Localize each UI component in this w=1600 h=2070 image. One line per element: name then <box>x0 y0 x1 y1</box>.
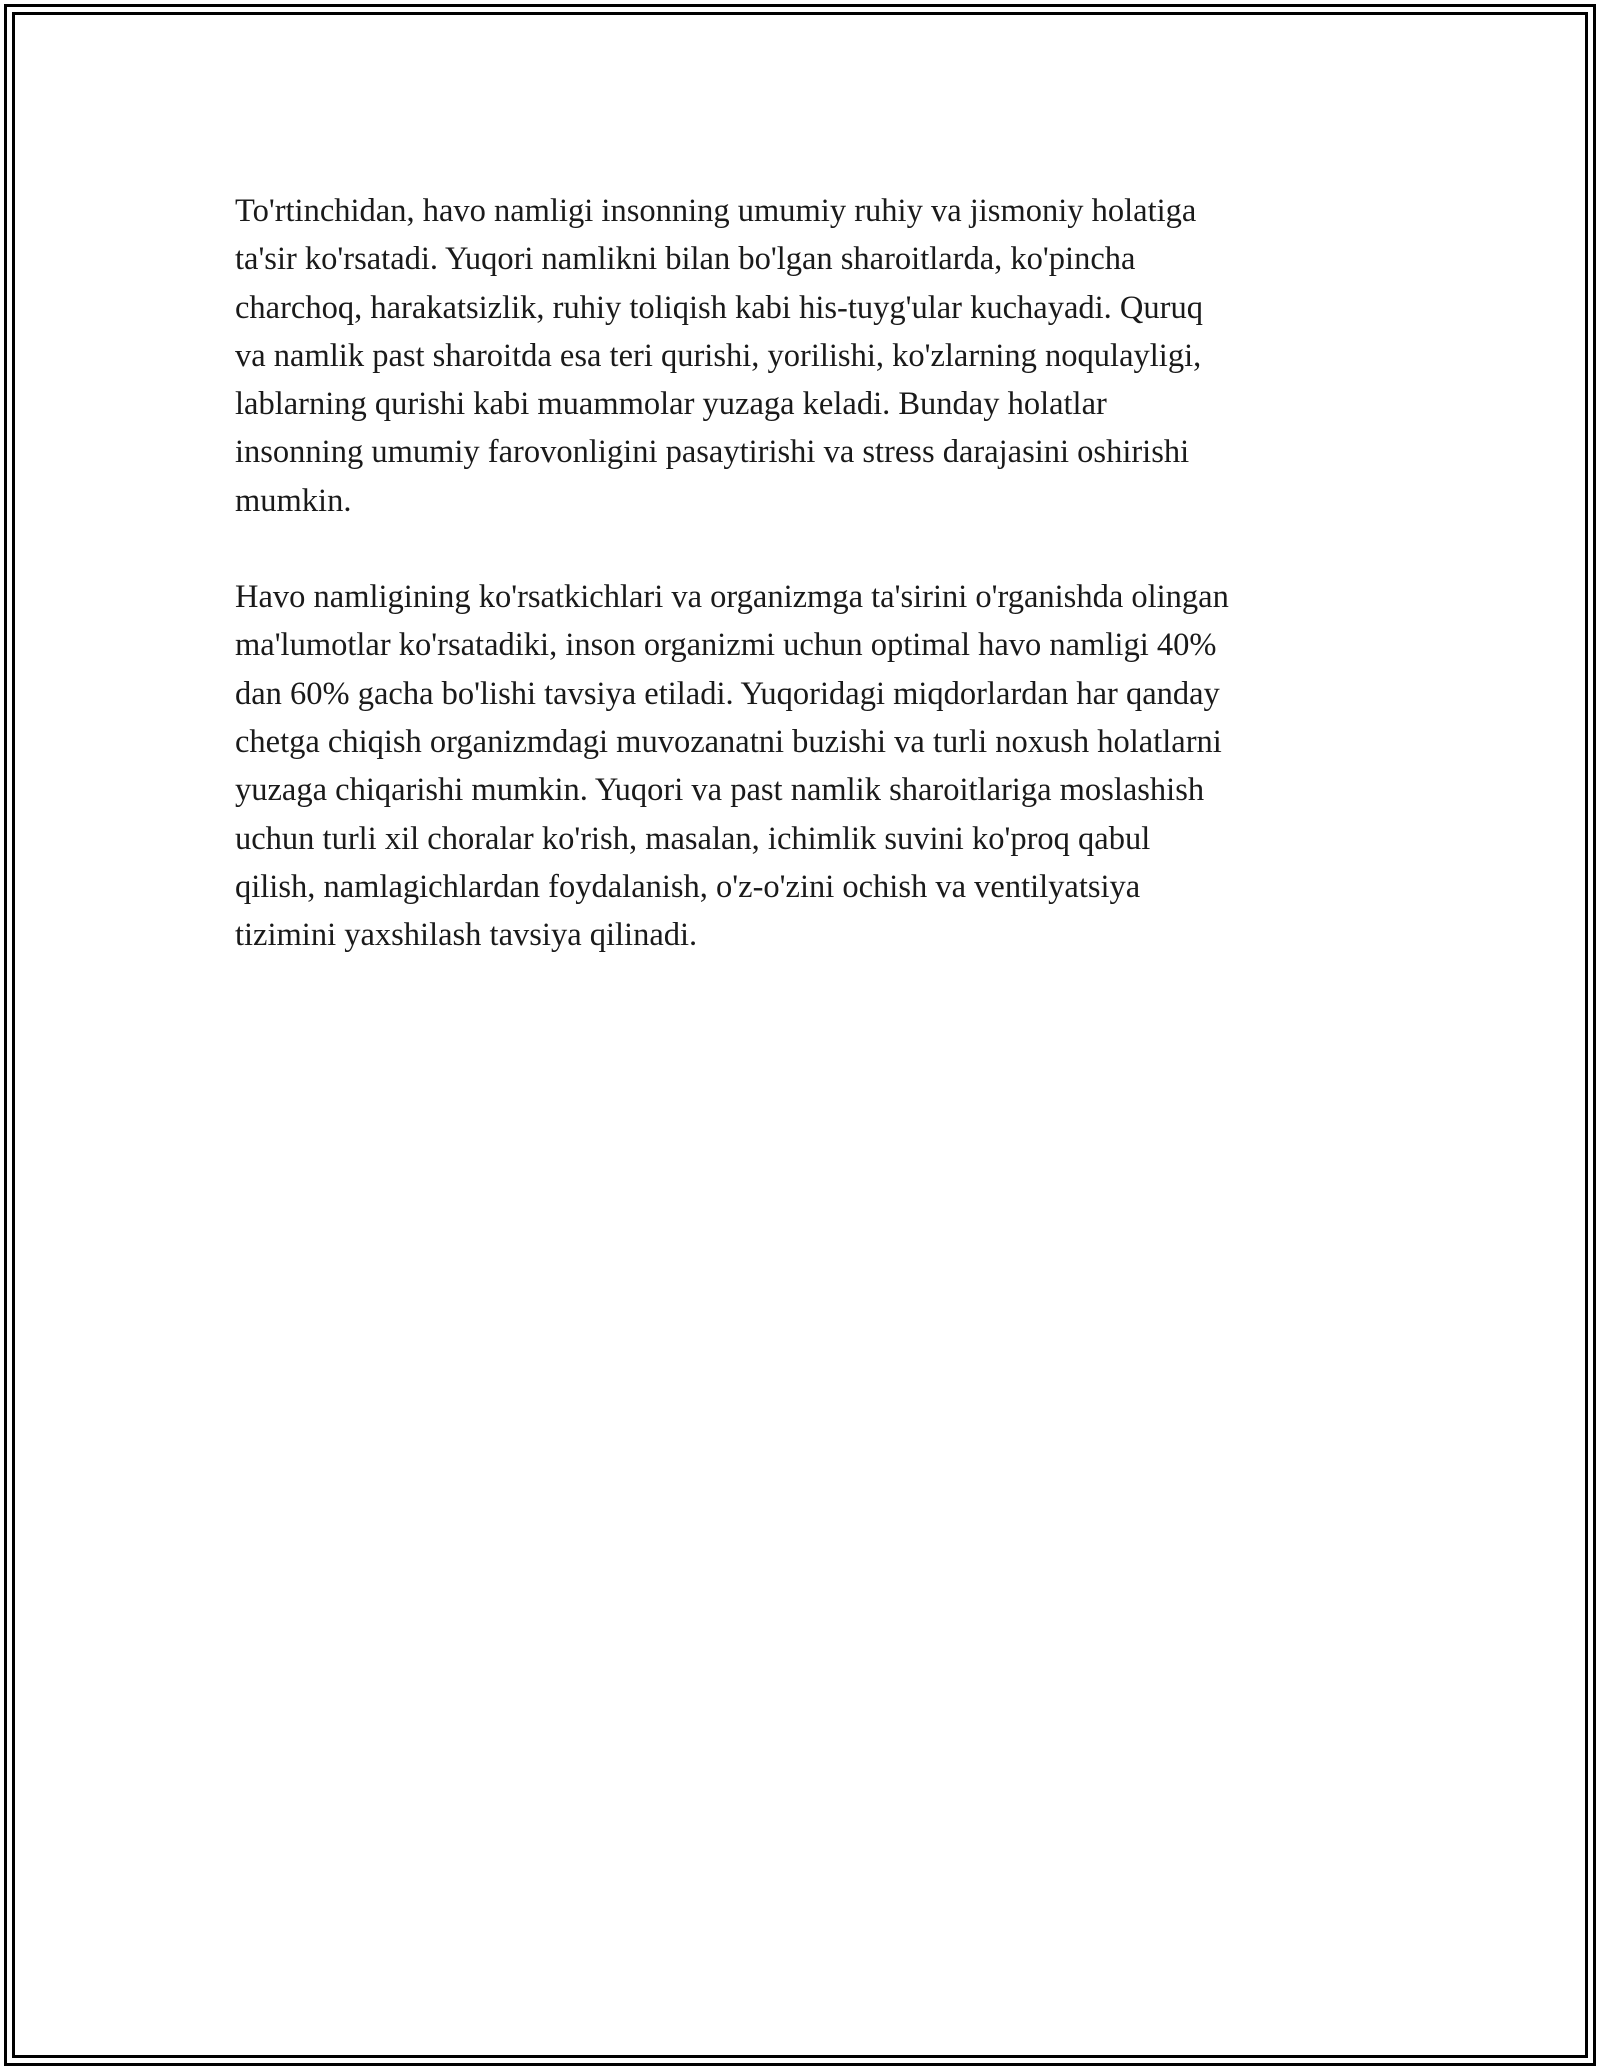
paragraph-2: Havo namligining ko'rsatkichlari va organizmga ta'sirini o'rganishda olingan ma'lumotlar ko'rsatadiki, inson organizmi uchun optimal havo namligi 40% dan 60% gacha bo'lishi tavsiya etiladi. Yuqoridagi miqdorlardan har qanday chetga chiqish organizmdagi muvozanatni buzishi va turli noxush holatlarni yuzaga chiqarishi mumkin. Yuqori va past namlik sharoitlariga moslashish uchun turli xil choralar ko'rish, masalan, ichimlik suvini ko'proq qabul qilish, namlagichlardan foydalanish, o'z-o'zini ochish va ventilyatsiya tizimini yaxshilash tavsiya qilinadi. <box>235 579 1229 954</box>
paragraph-1: To'rtinchidan, havo namligi insonning umumiy ruhiy va jismoniy holatiga ta'sir ko'rsatadi. Yuqori namlikni bilan bo'lgan sharoitlarda, ko'pincha charchoq, harakatsizlik, ruhiy toliqish kabi his-tuyg'ular kuchayadi. Quruq va namlik past sharoitda esa teri qurishi, yorilishi, ko'zlarning noqulayligi, lablarning qurishi kabi muammolar yuzaga keladi. Bunday holatlar insonning umumiy farovonligini pasaytirishi va stress darajasini oshirishi mumkin. <box>235 193 1203 519</box>
document-body <box>235 187 1365 1007</box>
